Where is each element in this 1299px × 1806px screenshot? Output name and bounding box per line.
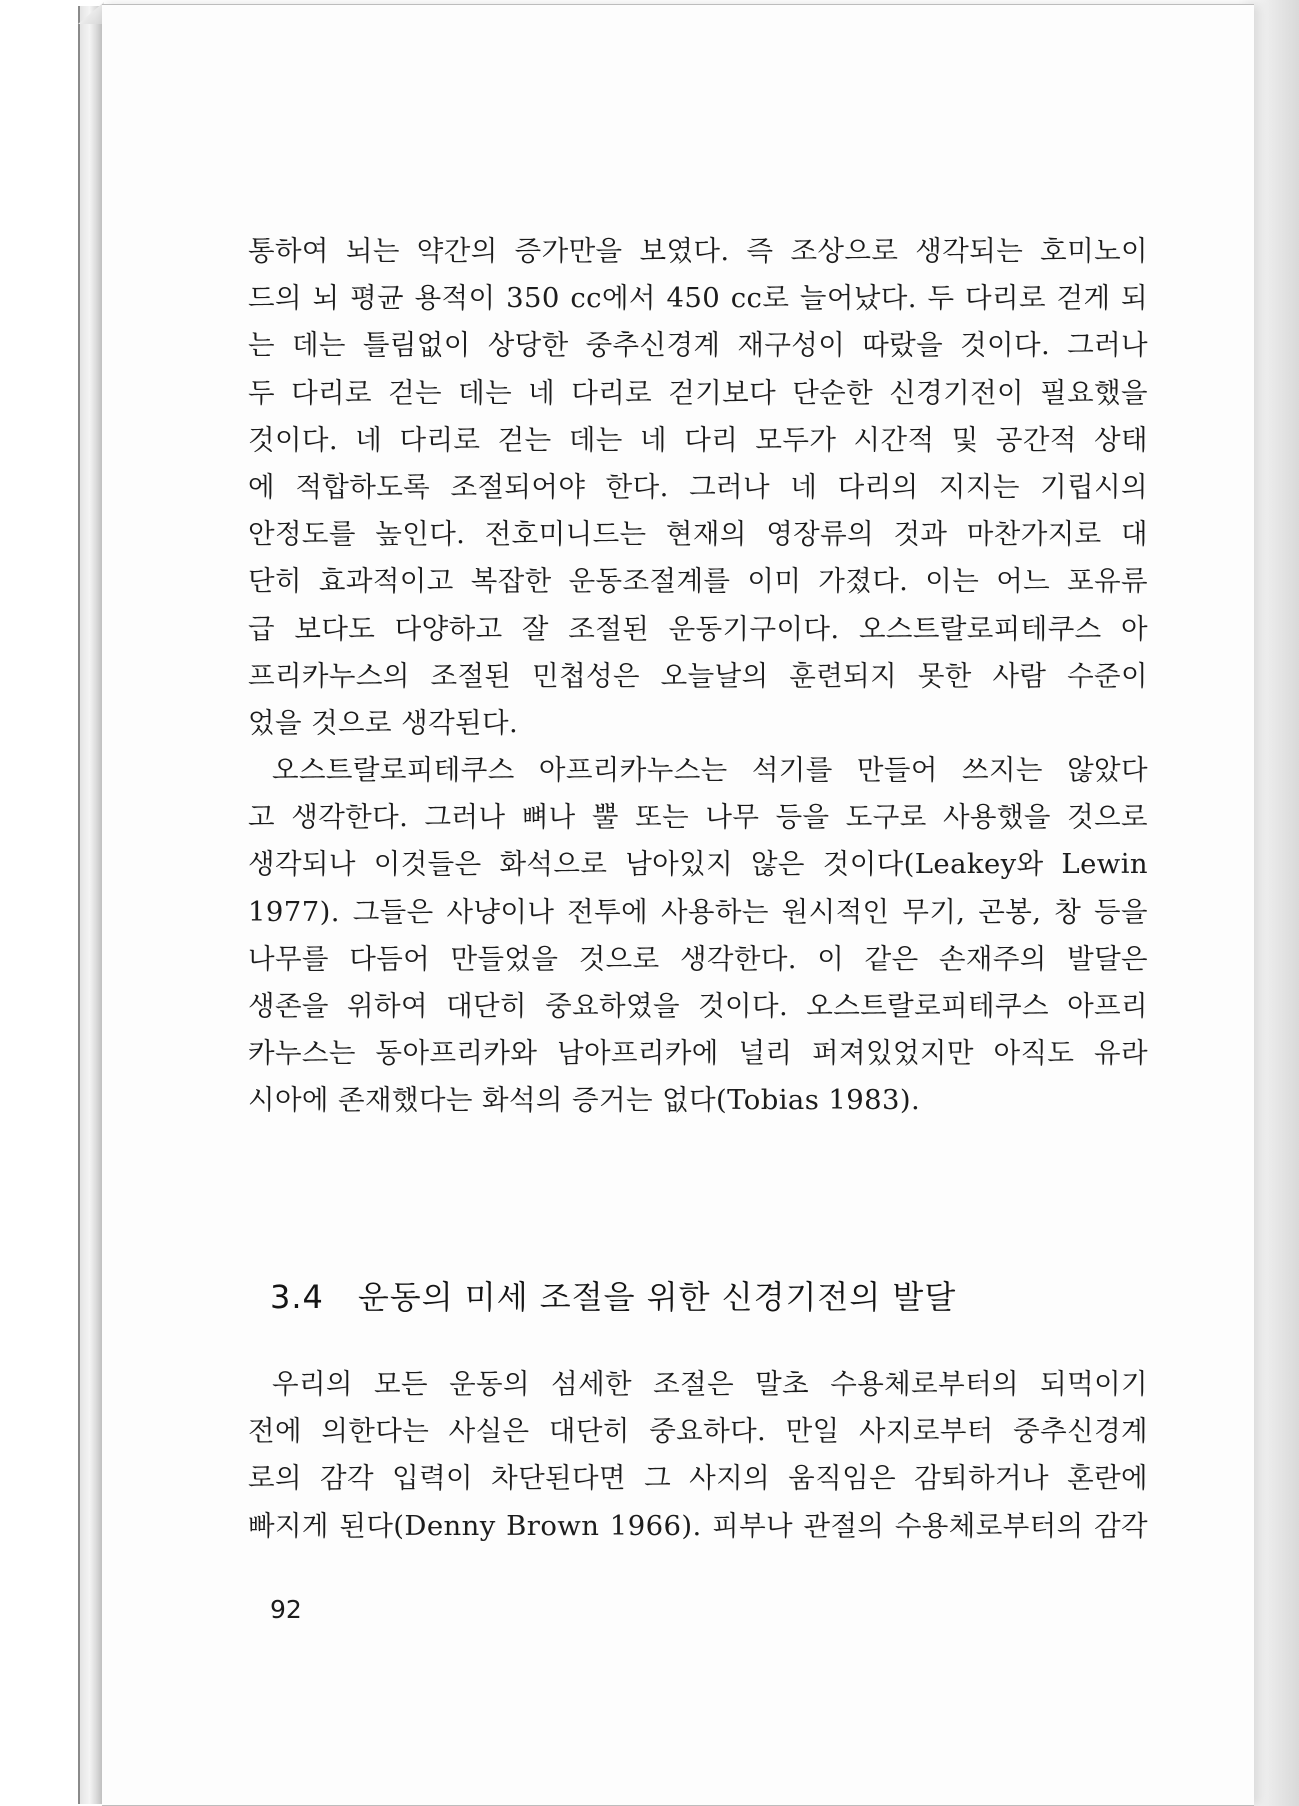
text-line: 빠지게 된다(Denny Brown 1966). 피부나 관절의 수용체로부터의 감각 bbox=[248, 1509, 1148, 1542]
body-text-bottom bbox=[248, 1361, 1148, 1550]
text-line: 것이다. 네 다리로 걷는 데는 네 다리 모두가 시간적 및 공간적 상태 bbox=[248, 423, 1148, 456]
section-heading bbox=[270, 1272, 956, 1318]
text-line: 생각되나 이것들은 화석으로 남아있지 않은 것이다(Leakey와 Lewin bbox=[248, 848, 1148, 881]
text-line: 는 데는 틀림없이 상당한 중추신경계 재구성이 따랐을 것이다. 그러나 bbox=[248, 329, 1148, 362]
text-line: 프리카누스의 조절된 민첩성은 오늘날의 훈련되지 못한 사람 수준이 bbox=[248, 659, 1148, 692]
text-line: 생존을 위하여 대단히 중요하였을 것이다. 오스트랄로피테쿠스 아프리 bbox=[248, 990, 1148, 1022]
text-line: 통하여 뇌는 약간의 증가만을 보였다. 즉 조상으로 생각되는 호미노이 bbox=[248, 235, 1148, 267]
section-title: 운동의 미세 조절을 위한 신경기전의 발달 bbox=[357, 1278, 957, 1316]
text-line: 1977). 그들은 사냥이나 전투에 사용하는 원시적인 무기, 곤봉, 창 등을 bbox=[248, 895, 1148, 928]
body-text-top bbox=[248, 228, 1148, 1125]
section-number: 3.4 bbox=[270, 1278, 324, 1316]
text-line: 시아에 존재했다는 화석의 증거는 없다(Tobias 1983). bbox=[248, 1084, 921, 1117]
text-line: 었을 것으로 생각된다. bbox=[248, 706, 519, 739]
text-line: 단히 효과적이고 복잡한 운동조절계를 이미 가졌다. 이는 어느 포유류 bbox=[248, 565, 1148, 598]
text-line: 전에 의한다는 사실은 대단히 중요하다. 만일 사지로부터 중추신경계 bbox=[248, 1415, 1148, 1448]
text-line: 오스트랄로피테쿠스 아프리카누스는 석기를 만들어 쓰지는 않았다 bbox=[272, 754, 1148, 787]
book-spine bbox=[78, 6, 104, 1804]
text-line: 나무를 다듬어 만들었을 것으로 생각한다. 이 같은 손재주의 발달은 bbox=[248, 942, 1148, 975]
text-line: 두 다리로 걷는 데는 네 다리로 걷기보다 단순한 신경기전이 필요했을 bbox=[248, 376, 1148, 409]
text-line: 우리의 모든 운동의 섬세한 조절은 말초 수용체로부터의 되먹이기 bbox=[272, 1368, 1148, 1400]
text-line: 고 생각한다. 그러나 뼈나 뿔 또는 나무 등을 도구로 사용했을 것으로 bbox=[248, 801, 1148, 834]
page-number: 92 bbox=[270, 1595, 302, 1624]
text-line: 카누스는 동아프리카와 남아프리카에 널리 퍼져있었지만 아직도 유라 bbox=[248, 1037, 1148, 1070]
text-line: 드의 뇌 평균 용적이 350 cc에서 450 cc로 늘어났다. 두 다리로 걷게 되 bbox=[248, 282, 1148, 315]
text-line: 로의 감각 입력이 차단된다면 그 사지의 움직임은 감퇴하거나 혼란에 bbox=[248, 1462, 1148, 1495]
text-line: 안정도를 높인다. 전호미니드는 현재의 영장류의 것과 마찬가지로 대 bbox=[248, 518, 1148, 551]
text-line: 급 보다도 다양하고 잘 조절된 운동기구이다. 오스트랄로피테쿠스 아 bbox=[248, 612, 1148, 645]
text-line: 에 적합하도록 조절되어야 한다. 그러나 네 다리의 지지는 기립시의 bbox=[248, 470, 1148, 503]
